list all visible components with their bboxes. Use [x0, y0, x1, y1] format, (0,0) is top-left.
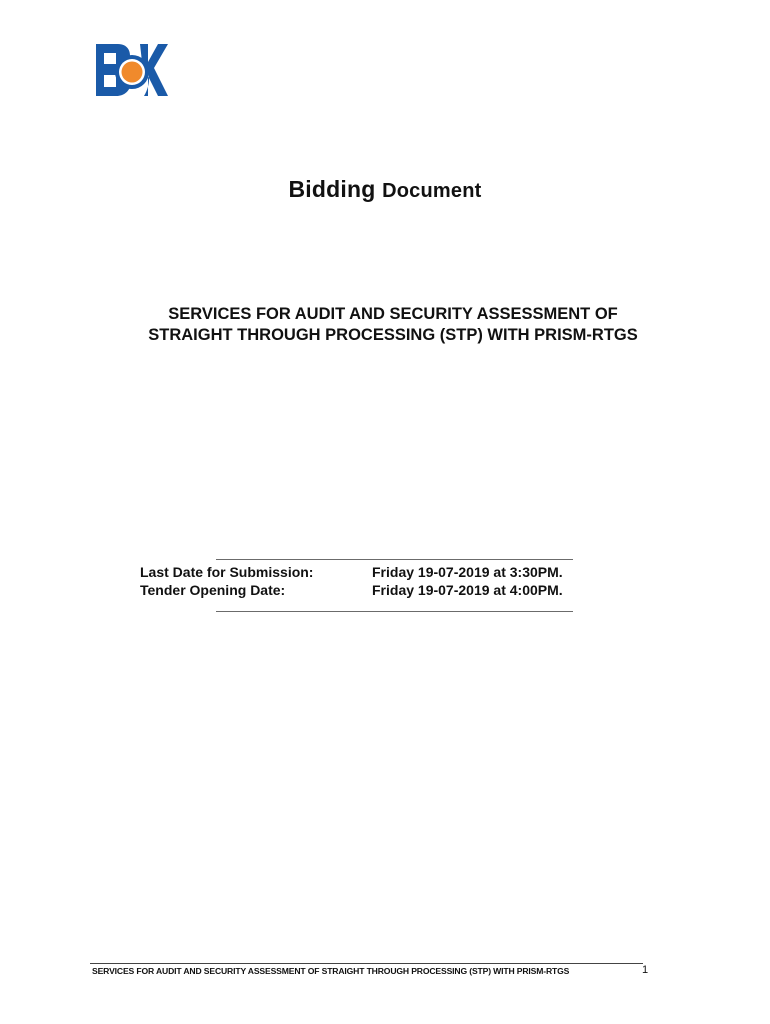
date-row-opening [140, 581, 580, 599]
subtitle-line-1: SERVICES FOR AUDIT AND SECURITY ASSESSMENT OF [168, 305, 618, 323]
opening-date-value: Friday 19-07-2019 at 4:00PM. [372, 582, 563, 598]
date-row-submission [140, 563, 580, 581]
submission-date-label: Last Date for Submission: [140, 564, 314, 580]
subtitle-line-2: STRAIGHT THROUGH PROCESSING (STP) WITH PRISM-RTGS [148, 326, 638, 344]
divider-top [216, 559, 573, 560]
opening-date-label: Tender Opening Date: [140, 582, 286, 598]
bok-logo [96, 44, 168, 96]
page-title [0, 176, 770, 203]
submission-date-value: Friday 19-07-2019 at 3:30PM. [372, 564, 563, 580]
title-word-document: Document [382, 180, 482, 202]
page-number: 1 [642, 964, 649, 976]
footer-divider [90, 963, 643, 964]
title-word-bidding: Bidding [288, 176, 376, 202]
document-subtitle [0, 304, 770, 346]
dates-block [140, 563, 580, 599]
footer-text: SERVICES FOR AUDIT AND SECURITY ASSESSMENT OF STRAIGHT THROUGH PROCESSING (STP) WITH PRISM-RTGS [92, 966, 570, 976]
divider-bottom [216, 611, 573, 612]
